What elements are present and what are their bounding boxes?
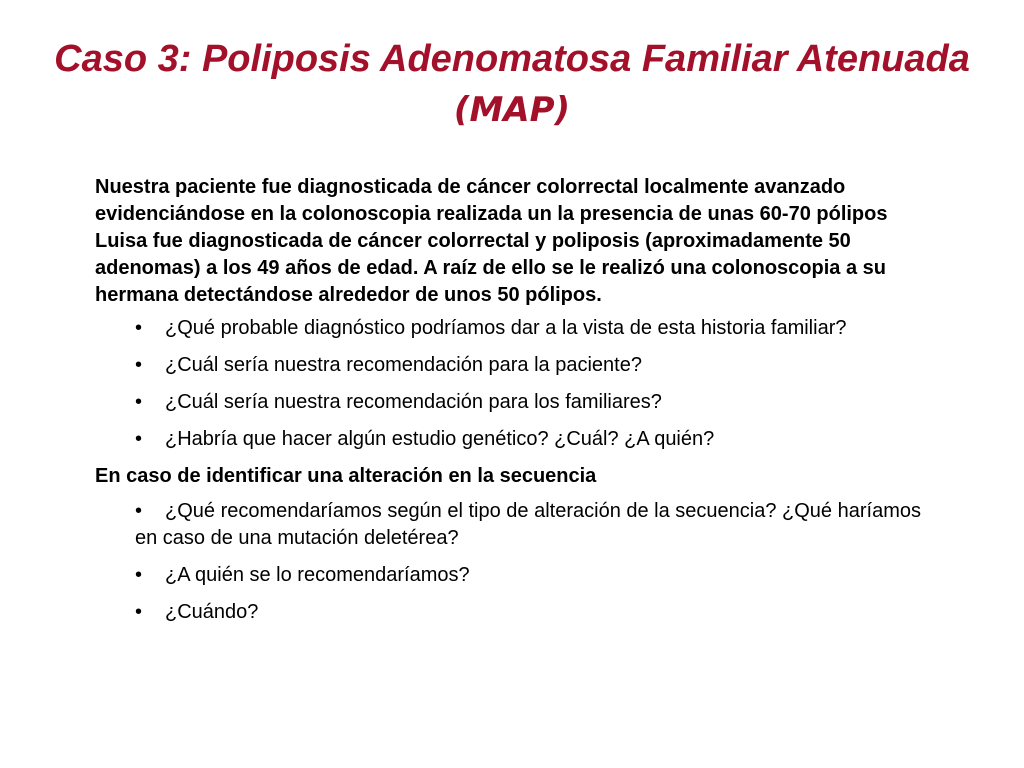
slide-title [40, 34, 984, 135]
question-item [95, 562, 945, 589]
bullet-icon: • [135, 428, 143, 450]
question-item [95, 498, 945, 552]
bullet-icon: • [135, 354, 143, 376]
slide-body [95, 174, 945, 636]
question-text: ¿Qué recomendaríamos según el tipo de alteración de la secuencia? ¿Qué haríamos en caso de una mutación deletérea? [135, 500, 921, 549]
bullet-icon: • [135, 317, 143, 339]
bullet-icon: • [135, 391, 143, 413]
case-description: Nuestra paciente fue diagnosticada de cáncer colorrectal localmente avanzado evidenciándose en la colonoscopia realizada un la presencia de unas 60-70 pólipos Luisa fue diagnosticada de cáncer colorrectal y poliposis (aproximadamente 50 adenomas) a los 49 años de edad. A raíz de ello se le realizó una colonoscopia a su hermana detectándose alrededor de unos 50 pólipos. [95, 176, 888, 306]
question-item [95, 352, 945, 379]
followup-question-list [95, 498, 945, 626]
bullet-icon: • [135, 601, 143, 623]
question-text: ¿Cuál sería nuestra recomendación para la paciente? [165, 354, 642, 376]
bullet-icon: • [135, 500, 143, 522]
question-list [95, 315, 945, 453]
question-item [95, 426, 945, 453]
slide-title-abbreviation: (MAP) [453, 90, 571, 130]
question-text: ¿Qué probable diagnóstico podríamos dar a la vista de esta historia familiar? [165, 317, 847, 339]
slide-title-main: Caso 3: Poliposis Adenomatosa Familiar Atenuada [54, 38, 970, 80]
question-text: ¿A quién se lo recomendaríamos? [165, 564, 470, 586]
bullet-icon: • [135, 564, 143, 586]
question-item [95, 315, 945, 342]
question-item [95, 389, 945, 416]
section-heading: En caso de identificar una alteración en la secuencia [95, 465, 597, 487]
question-item [95, 599, 945, 626]
question-text: ¿Cuándo? [165, 601, 259, 623]
question-text: ¿Habría que hacer algún estudio genético? ¿Cuál? ¿A quién? [165, 428, 715, 450]
question-text: ¿Cuál sería nuestra recomendación para los familiares? [165, 391, 662, 413]
